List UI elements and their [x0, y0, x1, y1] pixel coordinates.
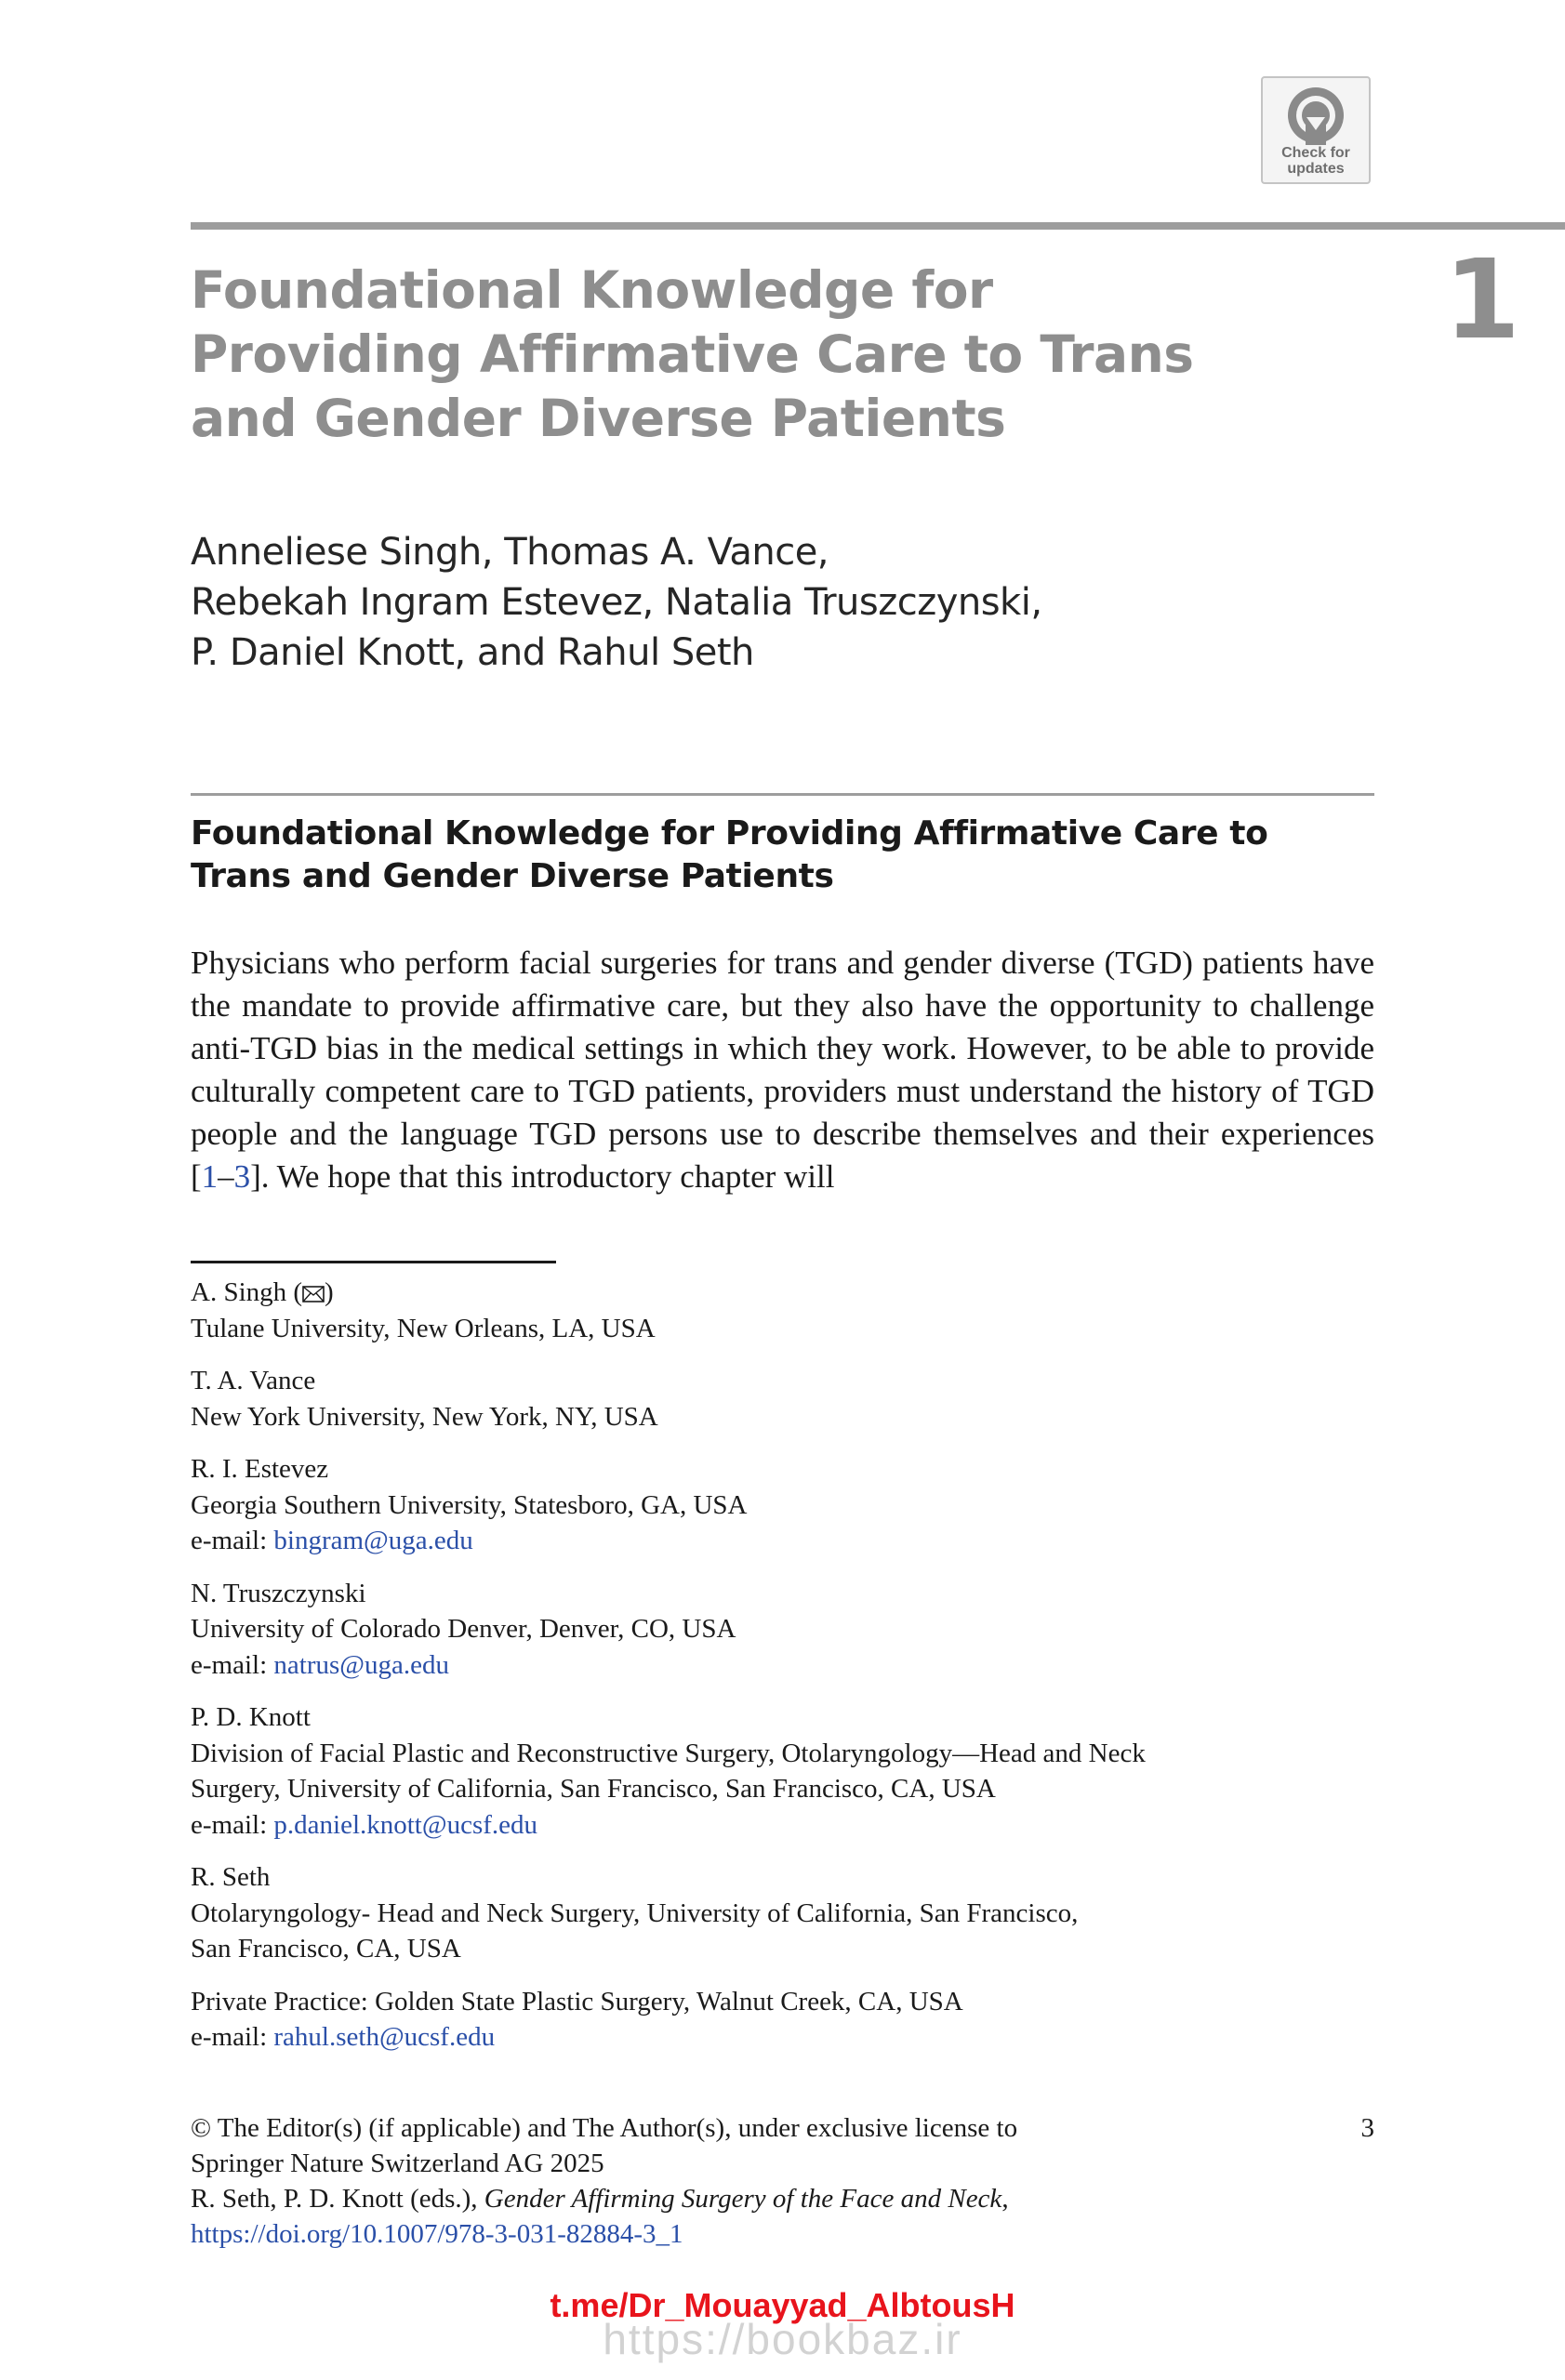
- affiliation-singh: [191, 1275, 1381, 1346]
- affiliation-email-line: e-mail: rahul.seth@ucsf.edu: [191, 2022, 496, 2052]
- email-link[interactable]: rahul.seth@ucsf.edu: [273, 2022, 496, 2052]
- affiliation-name: A. Singh ( ): [191, 1277, 334, 1307]
- check-for-updates-badge[interactable]: [1261, 76, 1371, 184]
- affiliation-email-line: e-mail: bingram@uga.edu: [191, 1526, 473, 1555]
- telegram-overlay-text: t.me/Dr_Mouayyad_AlbtousH: [550, 2286, 1015, 2324]
- footnote-divider: [191, 1261, 556, 1263]
- author-line: Rebekah Ingram Estevez, Natalia Truszczynski,: [191, 581, 1042, 624]
- chapter-title: Foundational Knowledge for Providing Affirmative Care to Trans and Gender Diverse Patients: [191, 260, 1194, 448]
- email-link[interactable]: natrus@uga.edu: [273, 1649, 449, 1680]
- citation-link-3[interactable]: 3: [233, 1158, 251, 1195]
- affiliation-email-line: e-mail: natrus@uga.edu: [191, 1649, 449, 1680]
- affiliation-name: P. D. Knott: [191, 1702, 311, 1732]
- affiliation-seth: [191, 1859, 1381, 1967]
- affiliation-name: R. Seth: [191, 1862, 271, 1892]
- affiliation-institution: Otolaryngology- Head and Neck Surgery, University of California, San Francisco,: [191, 1897, 1079, 1928]
- copyright-notice: [191, 2110, 1214, 2252]
- affiliation-name: T. A. Vance: [191, 1366, 316, 1395]
- section-heading: Foundational Knowledge for Providing Affirmative Care to Trans and Gender Diverse Patients: [191, 814, 1268, 895]
- citation-range-dash: –: [218, 1158, 234, 1195]
- affiliation-name: N. Truszczynski: [191, 1578, 366, 1608]
- watermark-text: https://bookbaz.ir: [603, 2315, 962, 2363]
- body-text-start: Physicians who perform facial surgeries for trans and gender diverse (TGD) patients have the mandate to provide affirmative care, but they also have the opportunity to challenge anti-TGD bias in the medical settings in which they work. However, to be able to provide culturally competent care to TGD patients, providers must understand the history of TGD people and the language TGD persons use to describe themselves and their experiences [: [191, 945, 1374, 1195]
- check-for-updates-icon: [1286, 86, 1346, 145]
- top-divider: [191, 222, 1565, 230]
- affiliation-email-line: e-mail: p.daniel.knott@ucsf.edu: [191, 1809, 538, 1840]
- author-line: Anneliese Singh, Thomas A. Vance,: [191, 531, 829, 574]
- affiliation-knott: [191, 1699, 1381, 1843]
- check-for-updates-label: Check for updates: [1281, 145, 1350, 177]
- citation-line: R. Seth, P. D. Knott (eds.), Gender Affirming Surgery of the Face and Neck,: [191, 2184, 1009, 2214]
- body-text-end: ]. We hope that this introductory chapter will: [250, 1158, 835, 1195]
- chapter-number: 1: [1443, 235, 1520, 364]
- author-affiliations: [191, 1275, 1381, 2072]
- affiliation-institution: Georgia Southern University, Statesboro, GA, USA: [191, 1489, 748, 1520]
- page-number: 3: [1360, 2113, 1374, 2143]
- affiliation-institution: Surgery, University of California, San Francisco, San Francisco, CA, USA: [191, 1774, 996, 1804]
- affiliation-truszczynski: [191, 1576, 1381, 1684]
- envelope-icon[interactable]: [302, 1286, 325, 1302]
- copyright-line: © The Editor(s) (if applicable) and The Author(s), under exclusive license to: [191, 2113, 1018, 2143]
- affiliation-vance: [191, 1363, 1381, 1435]
- body-paragraph: [191, 942, 1374, 1198]
- doi-link[interactable]: https://doi.org/10.1007/978-3-031-82884-3_1: [191, 2219, 683, 2249]
- affiliation-institution: University of Colorado Denver, Denver, CO, USA: [191, 1614, 736, 1644]
- section-divider: [191, 793, 1374, 796]
- author-line: P. Daniel Knott, and Rahul Seth: [191, 631, 754, 674]
- email-link[interactable]: p.daniel.knott@ucsf.edu: [273, 1809, 538, 1840]
- affiliation-institution: New York University, New York, NY, USA: [191, 1401, 658, 1432]
- book-title: Gender Affirming Surgery of the Face and Neck: [484, 2184, 1002, 2214]
- affiliation-institution: San Francisco, CA, USA: [191, 1934, 461, 1964]
- affiliation-seth-private: [191, 1984, 1381, 2056]
- affiliation-institution: Division of Facial Plastic and Reconstructive Surgery, Otolaryngology—Head and Neck: [191, 1738, 1146, 1768]
- citation-link-1[interactable]: 1: [201, 1158, 219, 1195]
- copyright-line: Springer Nature Switzerland AG 2025: [191, 2149, 604, 2178]
- author-list: [191, 527, 1399, 678]
- affiliation-estevez: [191, 1451, 1381, 1559]
- affiliation-institution: Tulane University, New Orleans, LA, USA: [191, 1313, 656, 1343]
- affiliation-institution: Private Practice: Golden State Plastic Surgery, Walnut Creek, CA, USA: [191, 1986, 963, 2016]
- affiliation-name: R. I. Estevez: [191, 1454, 329, 1484]
- email-link[interactable]: bingram@uga.edu: [273, 1526, 473, 1555]
